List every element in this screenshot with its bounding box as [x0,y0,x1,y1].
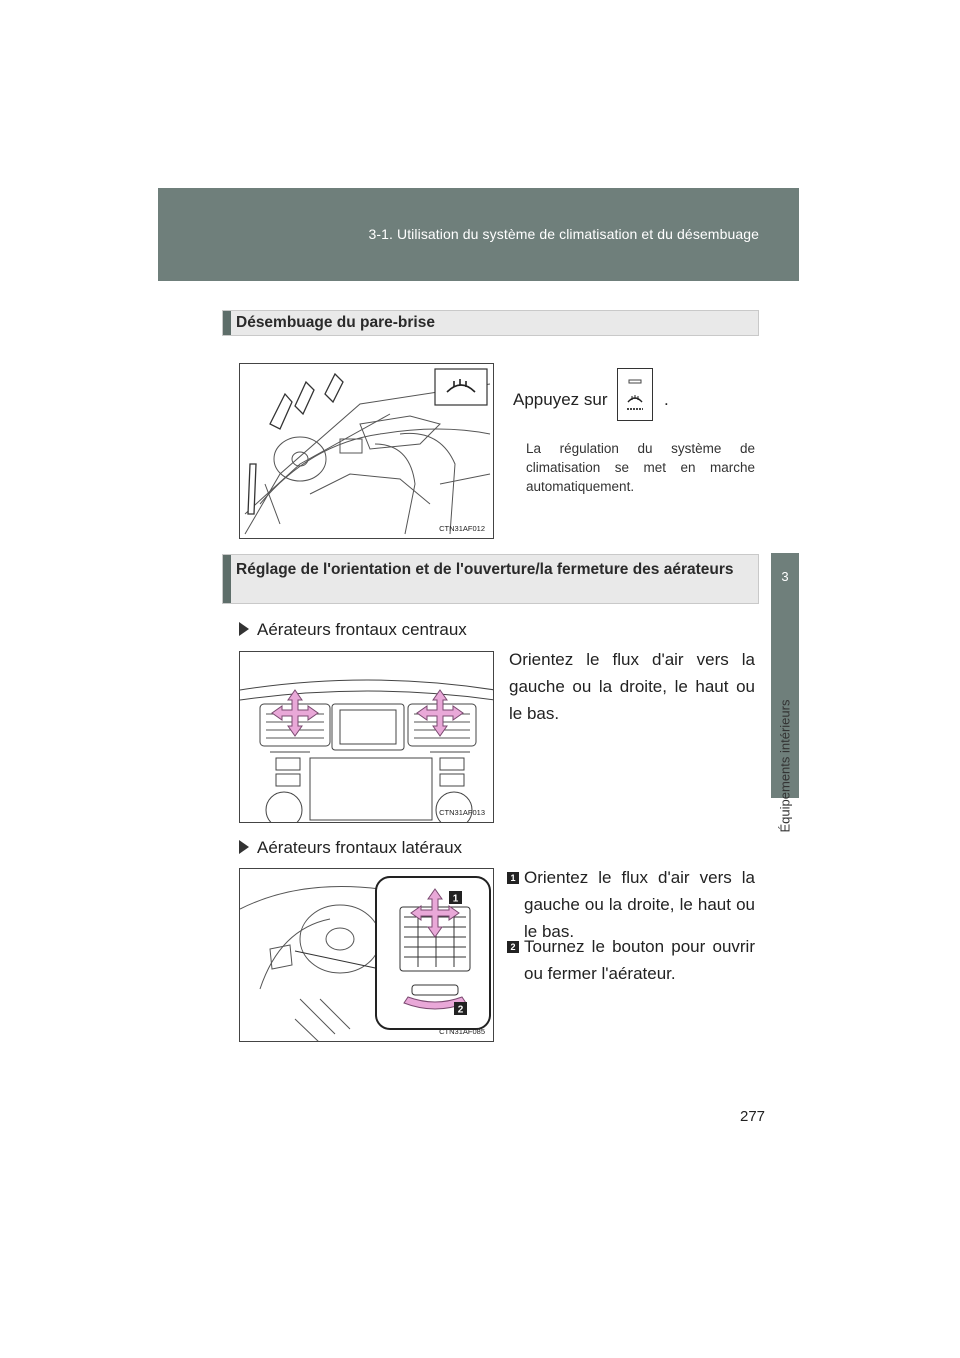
central-vents-illustration [240,652,494,823]
chapter-title: 3-1. Utilisation du système de climatisation et du désembuage [368,226,759,242]
heading-bar [223,311,231,335]
figure-code: CTN31AF013 [439,808,485,817]
defog-glyph-icon [618,369,652,420]
arrow-bullet-icon [239,622,249,636]
side-vents-item-2 [507,933,755,987]
side-vents-illustration [240,869,494,1042]
svg-text:1: 1 [452,893,459,905]
side-vents-step-2-text: Tournez le bouton pour ouvrir ou fermer l'aérateur. [524,937,755,983]
arrow-bullet-icon [239,840,249,854]
figure-central-vents [239,651,494,823]
central-vents-text: Orientez le flux d'air vers la gauche ou la droite, le haut ou le bas. [509,650,755,723]
figure-code: CTN31AF085 [439,1027,485,1036]
figure-code: CTN31AF012 [439,524,485,533]
header-band [158,188,799,281]
side-vents-title [239,834,462,861]
chapter-label-vertical [775,699,795,833]
central-vents-label: Aérateurs frontaux centraux [257,620,467,639]
chapter-number: 3 [781,569,789,584]
auto-ac-note: La régulation du système de climatisation se met en marche automatiquement. [526,441,755,494]
page-number: 277 [740,1108,766,1125]
section-heading-defog [222,310,759,336]
side-vents-label: Aérateurs frontaux latéraux [257,838,463,857]
heading-bar [223,555,231,603]
car-interior-illustration [240,364,494,539]
press-prefix: Appuyez sur [513,390,608,409]
section-heading-text: Réglage de l'orientation et de l'ouverture/la fermeture des aérateurs [236,561,734,578]
svg-text:2: 2 [457,1004,464,1016]
section-heading-vents [222,554,759,604]
step-badge-1: 1 [507,872,519,884]
figure-windshield-defog [239,363,494,539]
figure-side-vents [239,868,494,1042]
step-badge-2: 2 [507,941,519,953]
chapter-label: Équipements intérieurs [777,699,793,833]
press-suffix: . [664,390,669,409]
central-vents-title [239,616,467,643]
defog-button-icon [617,368,653,421]
side-vents-step-1-text: Orientez le flux d'air vers la gauche ou la droite, le haut ou le bas. [524,868,755,941]
section-heading-text: Désembuage du pare-brise [236,314,435,331]
